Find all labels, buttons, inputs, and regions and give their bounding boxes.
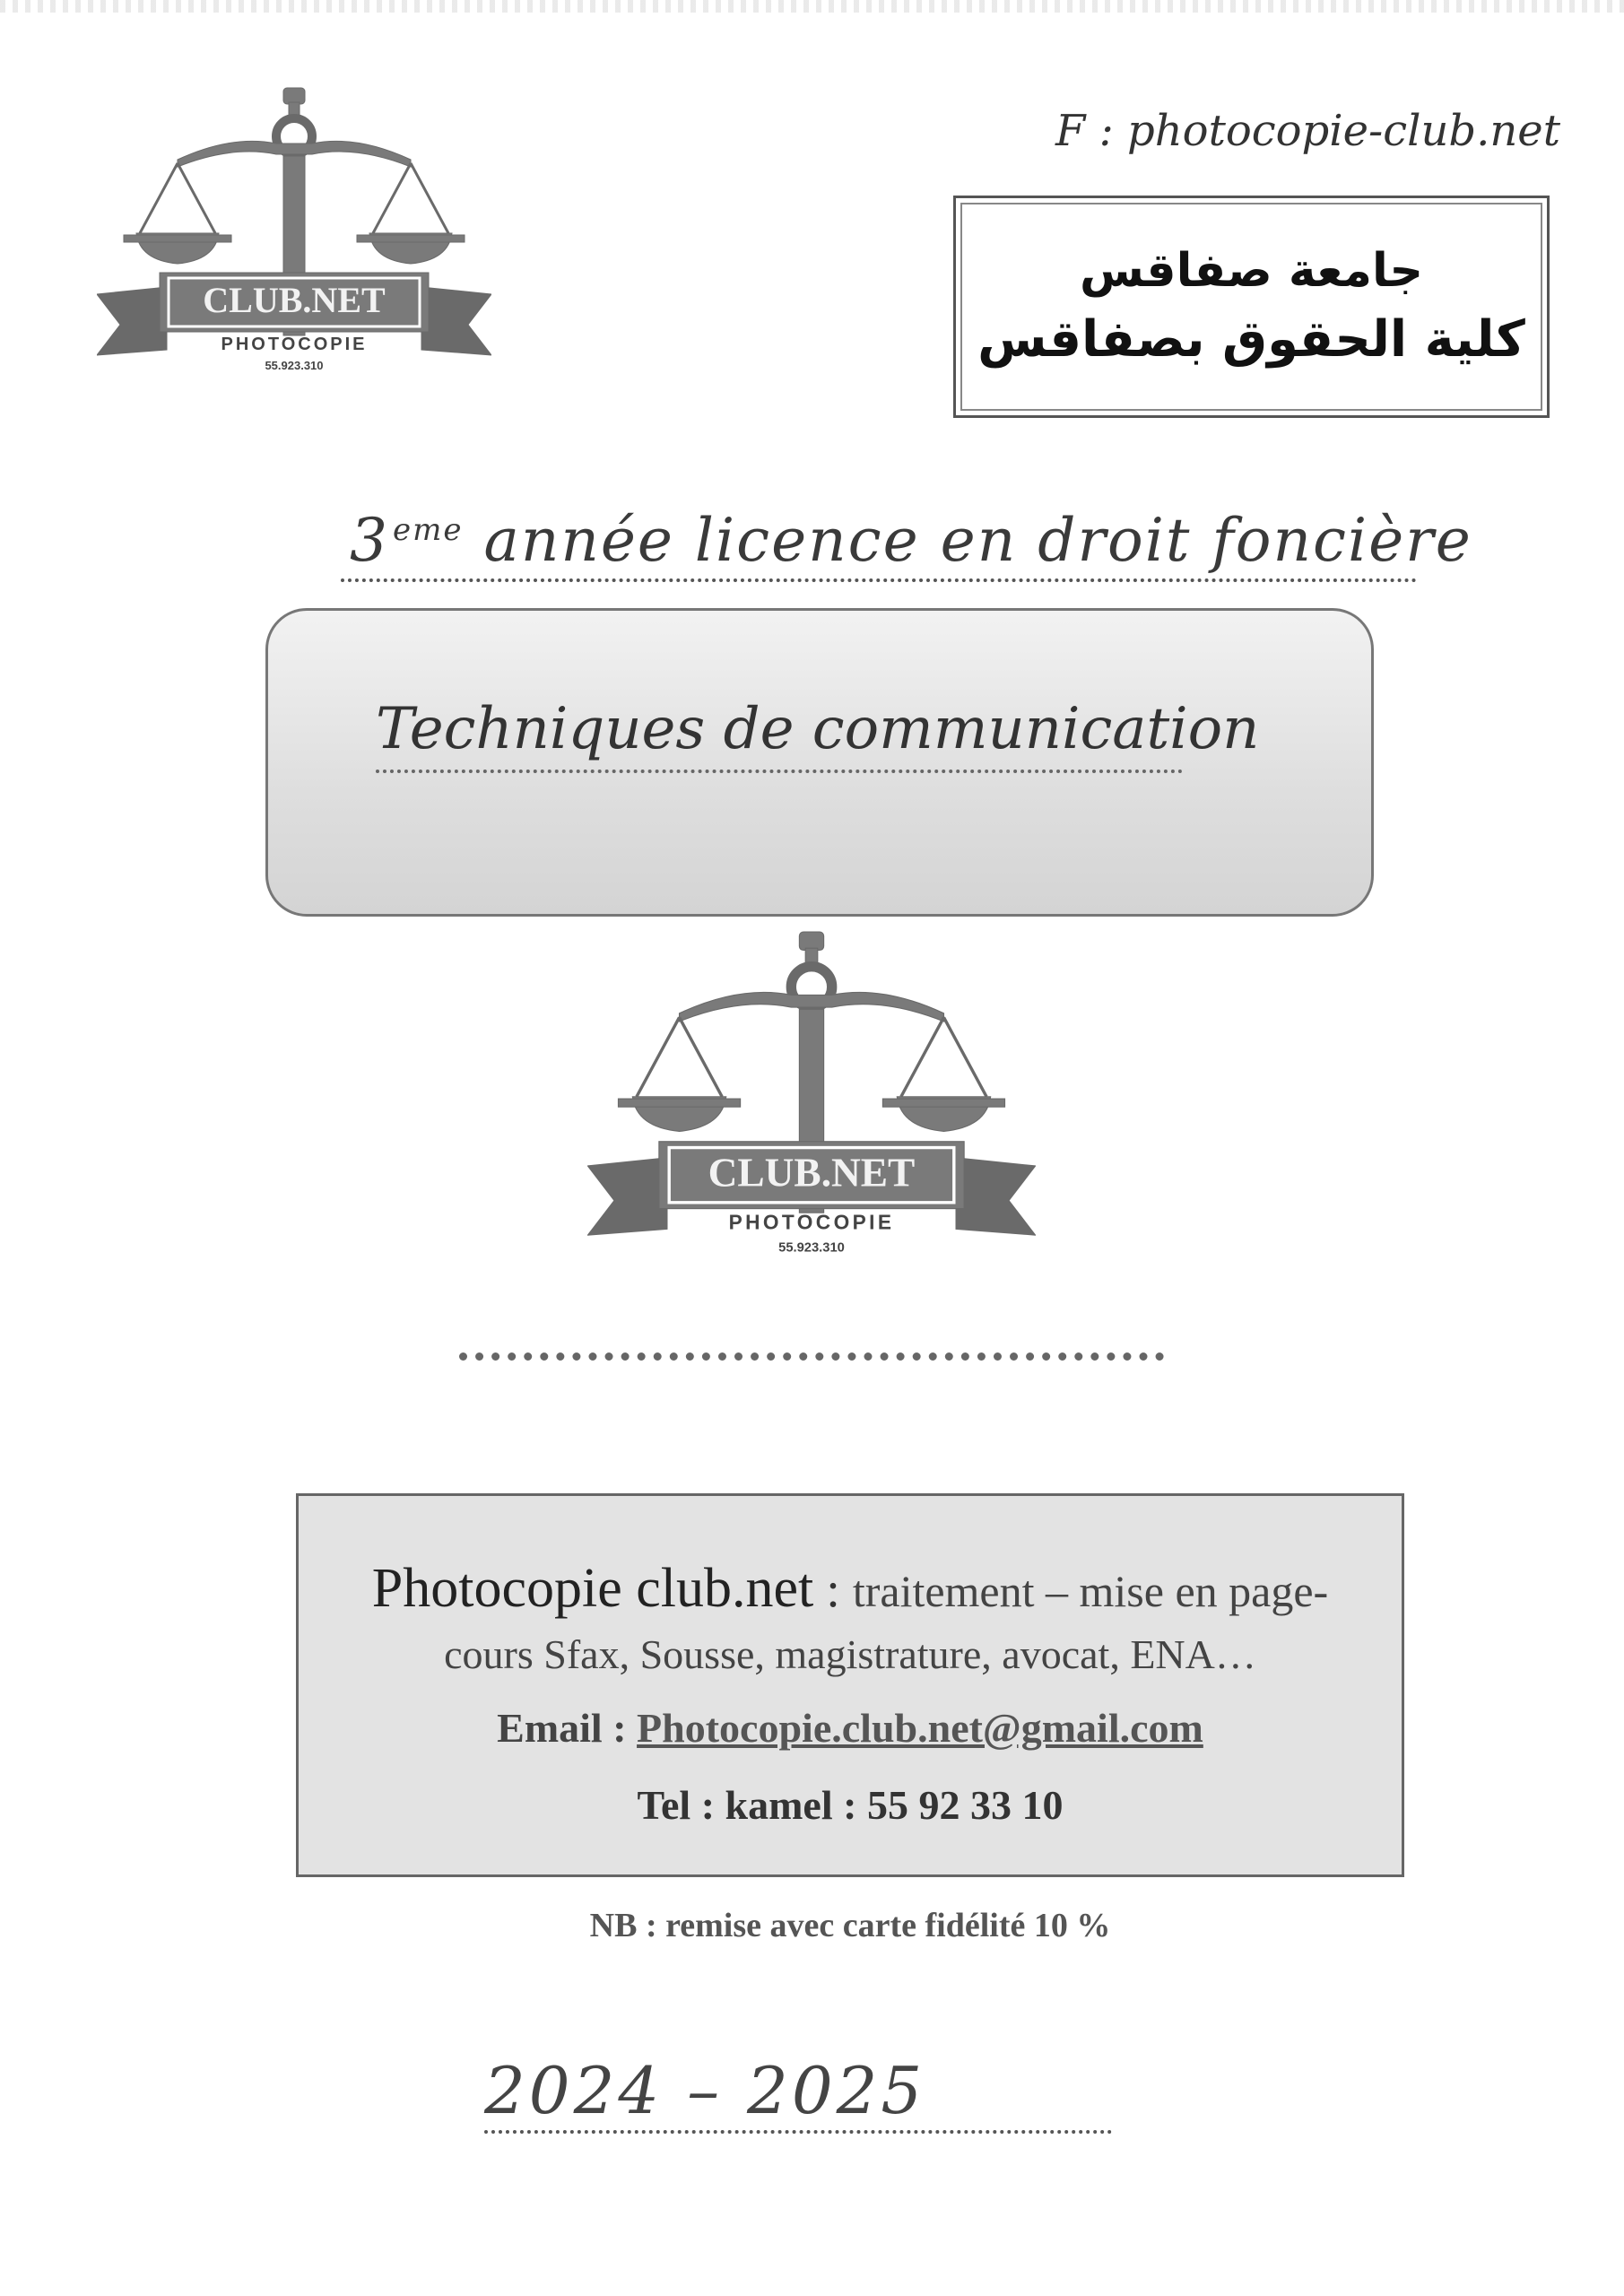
- logo-brand: CLUB.NET: [203, 280, 386, 320]
- contact-box: [296, 1493, 1404, 1877]
- email-label: Email :: [497, 1705, 627, 1751]
- email-link[interactable]: Photocopie.club.net@gmail.com: [637, 1705, 1203, 1751]
- logo-phone: 55.923.310: [778, 1240, 845, 1256]
- program-line: [341, 489, 1472, 582]
- program-level-sup: eme: [393, 512, 464, 548]
- scales-logo-icon: [587, 924, 1036, 1265]
- subject-box: [265, 608, 1374, 917]
- dotted-divider: [459, 1352, 1164, 1361]
- contact-description: traitement – mise en page-: [852, 1566, 1329, 1616]
- year-line: [484, 2049, 1112, 2134]
- discount-note: NB : remise avec carte fidélité 10 %: [589, 1907, 1111, 1944]
- university-name: جامعة صفاقس: [1080, 244, 1423, 298]
- institution-box: [953, 196, 1550, 418]
- facebook-page: F : photocopie-club.net: [1055, 106, 1560, 156]
- logo-top: [97, 81, 491, 381]
- subject-title: Techniques de communication: [376, 696, 1183, 773]
- contact-separator: :: [826, 1562, 840, 1618]
- contact-courses: cours Sfax, Sousse, magistrature, avocat, ENA…: [444, 1631, 1256, 1677]
- contact-title-row: [299, 1557, 1402, 1621]
- logo-phone: 55.923.310: [265, 359, 324, 372]
- logo-brand: CLUB.NET: [708, 1150, 916, 1196]
- faculty-name: كلية الحقوق بصفاقس: [977, 310, 1525, 369]
- contact-tel: Tel : kamel : 55 92 33 10: [637, 1782, 1064, 1828]
- contact-brand: Photocopie club.net: [371, 1558, 814, 1619]
- scales-logo-icon: [97, 81, 491, 381]
- logo-tagline: PHOTOCOPIE: [728, 1210, 895, 1234]
- program-level: 3: [350, 506, 389, 575]
- logo-tagline: PHOTOCOPIE: [221, 335, 368, 354]
- scan-edge: [0, 0, 1624, 13]
- contact-email-row: [299, 1704, 1402, 1752]
- program-text: [350, 506, 1472, 575]
- institution-box-inner: [960, 203, 1542, 411]
- academic-year: 2024 – 2025: [484, 2053, 926, 2128]
- program-title: année licence en droit foncière: [483, 506, 1472, 575]
- logo-center: [587, 924, 1036, 1265]
